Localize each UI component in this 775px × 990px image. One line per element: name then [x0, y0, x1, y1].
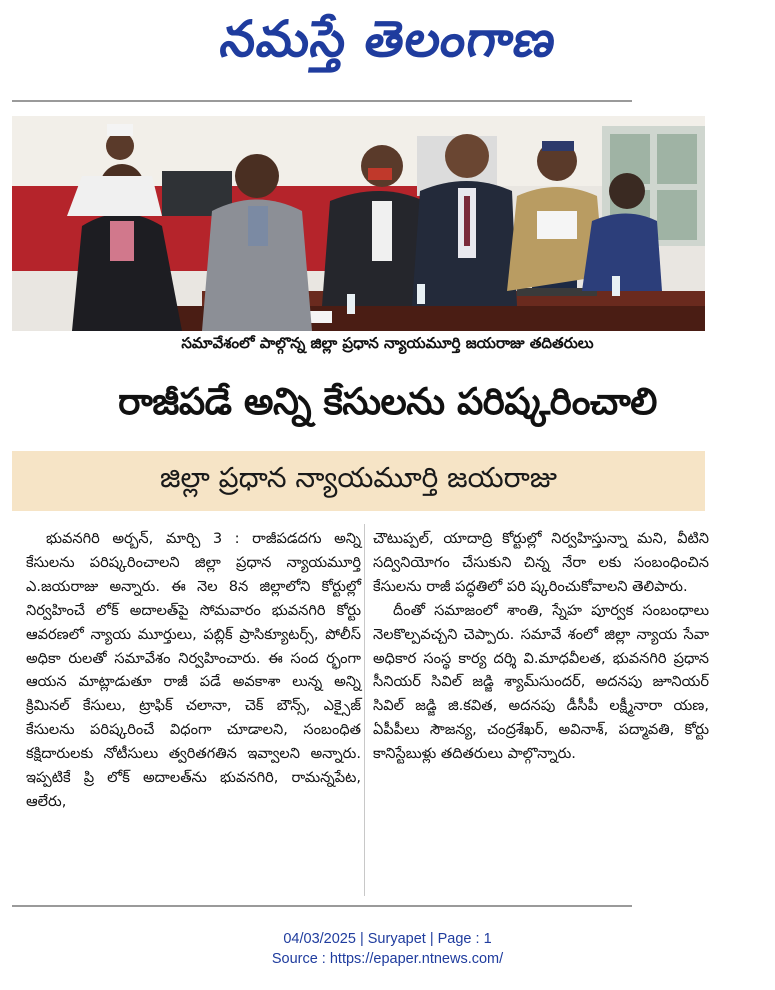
masthead: [0, 0, 775, 90]
article-subhead: [12, 451, 705, 511]
page-footer: [0, 929, 775, 969]
article-paragraph: దీంతో సమాజంలో శాంతి, స్నేహ పూర్వక సంబంధాలు నెలకొల్పవచ్చని చెప్పారు. సమావే శంలో జిల్లా న్యాయ సేవా అధికార సంస్థ కార్య దర్శి వి.మాధవీలత, భువనగిరి ప్రధాన సీనియర్ సివిల్ జడ్జి శ్యామ్‌సుందర్, అదనపు జూనియర్ సివిల్ జడ్జి జి.కవిత, అదనపు డీసీపీ లక్ష్మీనారా యణ, ఏపీపీలు సౌజన్య, చంద్రశేఖర్, అవినాశ్, పద్మావతి, కోర్టు కానిస్టేబుళ్లు తదితరులు పాల్గొన్నారు.: [373, 601, 709, 763]
article-paragraph: భువనగిరి అర్బన్, మార్చి 3 : రాజీపడదగు అన్ని కేసులను పరిష్కరించాలని జిల్లా ప్రధాన న్యాయమూర్తి ఎ.జయరాజు అన్నారు. ఈ నెల 8న జిల్లాలోని కోర్టుల్లో నిర్వహించే లోక్ అదాలత్‌పై సోమవారం భువనగిరి కోర్టు ఆవరణలో న్యాయ మూర్తులు, పబ్లిక్ ప్రాసిక్యూటర్స్, పోలీస్ అధికా రులతో సమావేశం నిర్వహించారు. ఈ సంద ర్భంగా ఆయన మాట్లాడుతూ రాజీ పడే అవకాశా లున్న అన్ని క్రిమినల్ కేసులు, ట్రాఫిక్ చలానా, చెక్ బౌన్స్, ఎక్సైజ్ కేసులను పరిష్కరించే విధంగా చూడాలని, సంబంధిత కక్షిదారులకు నోటీసులు త్వరితగతిన ఇవ్వాలని అన్నారు. ఇప్పటికే ప్రి లోక్ అదాలత్‌ను భువనగిరి, రామన్నపేట, ఆలేరు,: [26, 530, 361, 810]
article-column-left: [26, 527, 361, 814]
edition-info: 04/03/2025 | Suryapet | Page : 1: [283, 931, 492, 947]
article-column-right: [373, 527, 709, 766]
photo-caption: సమావేశంలో పాల్గొన్న జిల్లా ప్రధాన న్యాయమూర్తి జయరాజు తదితరులు: [181, 334, 594, 352]
article-headline: రాజీపడే అన్ని కేసులను పరిష్కరించాలి: [118, 380, 657, 423]
news-photo: [12, 116, 705, 331]
footer-divider: [12, 905, 632, 907]
article-paragraph: చౌటుప్పల్, యాదాద్రి కోర్టుల్లో నిర్వహిస్తున్నా మని, వీటిని సద్వినియోగం చేసుకుని చిన్న నేరా లకు సంబంధించిన కేసులను రాజీ పద్ధతిలో పరి ష్కరించుకోవాలని తెలిపారు.: [373, 530, 709, 595]
masthead-divider: [12, 100, 632, 102]
subhead-text: జిల్లా ప్రధాన న్యాయమూర్తి జయరాజు: [160, 461, 557, 494]
newspaper-logo: నమస్తే తెలంగాణ: [216, 9, 561, 68]
source-link[interactable]: Source : https://epaper.ntnews.com/: [271, 951, 504, 967]
column-divider: [364, 524, 365, 896]
